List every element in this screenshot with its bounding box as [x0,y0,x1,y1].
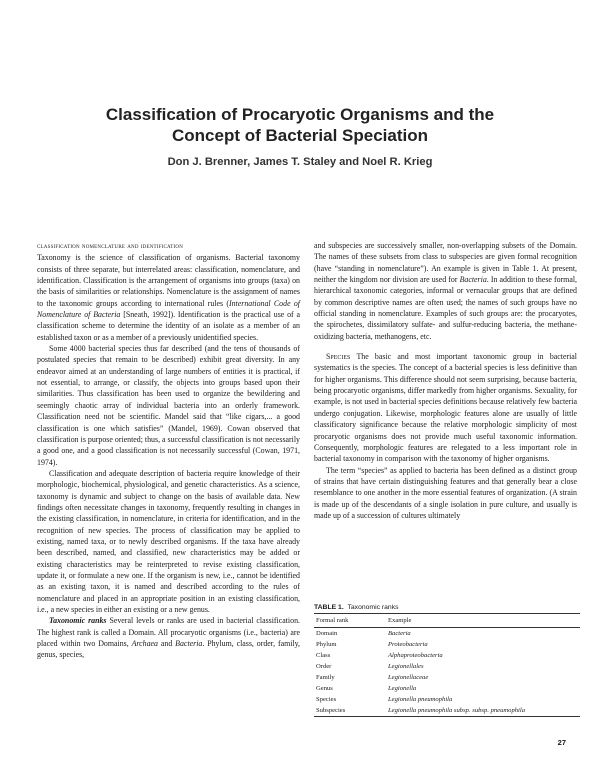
table-row: Subspecies Legionella pneumophila subsp. subsp. pneumophila [314,705,580,717]
table-caption: TABLE 1. Taxonomic ranks [314,604,399,611]
header-formal-rank: Formal rank [316,617,349,624]
title-line-2: Concept of Bacterial Speciation [172,126,428,145]
table-row: Family Legionellaceae [316,674,429,681]
taxonomic-ranks-table [314,604,580,717]
paragraph-taxonomic-ranks: Taxonomic ranks Several levels or ranks are used in bacterial classification. The highest rank is called a Domain. All procaryotic organisms (i.e., bacteria) are placed within two Domains, Archaea and Bacteria. Phylum, class, order, family, genus, species, [37,616,301,660]
paragraph-species-definition: The term “species” as applied to bacteria has been defined as a distinct group of strains that have certain distinguishing features and that generally bear a close resemblance to one another in the more essential features of organization. (A strain is made up of the descendants of a single isolation in pure culture, and usually is made up of a succession of cultures ultimately [314,465,577,520]
header-example: Example [388,617,412,624]
table-row: Phylum Proteobacteria [316,641,428,648]
paragraph-taxonomy: Taxonomy is the science of classification of organisms. Bacterial taxonomy consists of three separate, but interrelated areas: classification, nomenclature, and identification. Classification is the arrangement of organisms into groups (taxa) on the basis of similarities or relationships. Nomenclature is the assignment of names to the taxonomic groups according to international rules (International Code of Nomenclature of Bacteria [Sneath, 1992]). Identification is the practical use of a classification scheme to determine the identity of an isolate as a member of an established taxon or as a member of a previously unidentified species. [37,253,301,342]
left-column [37,240,300,661]
paragraph-species: Species The basic and most important taxonomic group in bacterial systematics is the species. The concept of a bacterial species is less definitive than for higher organisms. This difference should not seem surprising, because bacteria, being procaryotic organisms, differ markedly from higher organisms. Sexuality, for example, is not used in bacterial species definitions because relatively few bacteria undergo conjugation. Likewise, morphologic features alone are usually of little classificatory significance because the relative morphologic simplicity of most procaryotic organisms does not provide much useful taxonomic information. Consequently, morphologic features are relegated to a less important role in bacterial taxonomy in comparison with the taxonomy of higher organisms. [314,352,577,464]
paragraph-species-count: Some 4000 bacterial species thus far described (and the tens of thousands of postulated species that remain to be described) exhibit great diversity. In any endeavor aimed at an understanding of large numbers of entities it is practical, if not essential, to arrange, or classify, the objects into groups based upon their similarities. Thus classification has been used to organize the bewildering and seemingly chaotic array of individual bacteria into an orderly framework. Classification need not be scientific. Mandel said that “like cigars,... a good classification is one which satisfies” (Mandel, 1969). Cowan observed that classification is purpose oriented; thus, a successful classification is not necessarily a good one, and a good classification is not necessarily successful (Cowan, 1971, 1974). [37,344,300,467]
paper-title [40,104,560,146]
ranks-table [314,613,580,717]
table-header-row [314,614,580,628]
table-row: Species Legionella pneumophila [316,696,453,703]
right-column [314,240,577,521]
section-heading-classification: classification nomenclature and identification [37,241,184,250]
authors: Don J. Brenner, James T. Staley and Noel R. Krieg [167,156,433,168]
page-number: 27 [557,738,566,747]
paragraph-subsets: and subspecies are successively smaller, non-overlapping subsets of the Domain. The names of these subsets from class to subspecies are given formal recognition (have “standing in nomenclature”). An example is given in Table 1. At present, neither the kingdom nor division are used for Bacteria. In addition to these formal, hierarchical taxonomic categories, informal or vernacular groups that are defined by common descriptive names are often used; the names of such groups have no official standing in nomenclature. Examples of such groups are: the procaryotes, the spirochetes, dissimilatory sulfate- and sulfur-reducing bacteria, the methane-oxidizing bacteria, methanogens, etc. [314,241,577,341]
title-line-1: Classification of Procaryotic Organisms and the [105,105,495,124]
table-row: Genus Legionella [316,685,417,692]
paragraph-classification-description: Classification and adequate description of bacteria require knowledge of their morphologic, biochemical, physiological, and genetic characteristics. As a science, taxonomy is dynamic and subject to change on the basis of available data. New findings often necessitate changes in taxonomy, frequently resulting in changes in the existing classification, in nomenclature, in criteria for identification, and in the recognition of new species. The process of classification may be applied to existing, named taxa, or to newly described organisms. If the taxa have already been described, named, and classified, new characteristics may be added or existing characteristics may be reinterpreted to revise existing classification, update it, or formulate a new one. If the organism is new, i.e., cannot be identified as an existing taxon, it is named and described according to the rules of nomenclature and placed in an appropriate position in an existing classification, i.e., a new species in either an existing or a new genus. [37,468,300,614]
table-row: Order Legionellales [316,663,424,670]
table-row: Domain Bacteria [316,630,411,637]
table-row: Class Alphaproteobacteria [316,652,443,659]
